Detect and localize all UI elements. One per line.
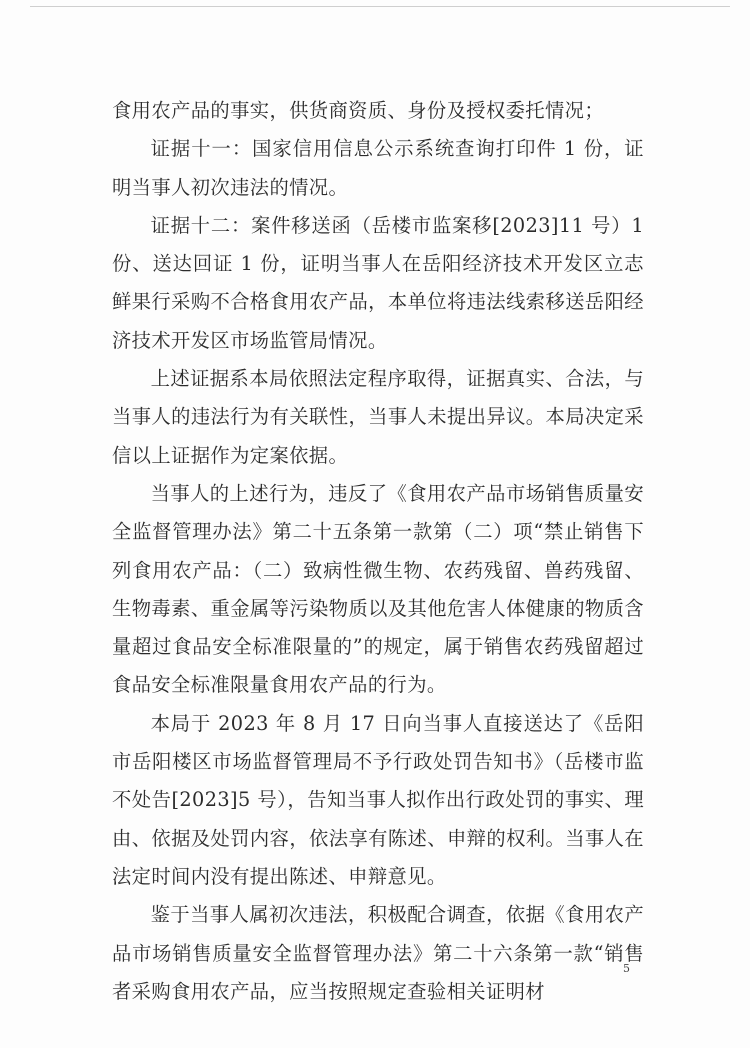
paragraph-1: 食用农产品的事实，供货商资质、身份及授权委托情况； [112, 99, 605, 122]
paragraph-4: 上述证据系本局依照法定程序取得，证据真实、合法，与当事人的违法行为有关联性，当事人未提出异议。本局决定采信以上证据作为定案依据。 [112, 367, 644, 467]
document-body [112, 92, 644, 1011]
page-number: 5 [623, 962, 630, 975]
paragraph-5: 当事人的上述行为，违反了《食用农产品市场销售质量安全监督管理办法》第二十五条第一款第（二）项“禁止销售下列食用农产品：（二）致病性微生物、农药残留、兽药残留、生物毒素、重金属等污染物质以及其他危害人体健康的物质含量超过食品安全标准限量的”的规定，属于销售农药残留超过食品安全标准限量食用农产品的行为。 [112, 481, 644, 697]
paragraph-3: 证据十二：案件移送函（岳楼市监案移[2023]11 号）1 份、送达回证 1 份，证明当事人在岳阳经济技术开发区立志鲜果行采购不合格食用农产品，本单位将违法线索移送岳阳经济技术开发区市场监管局情况。 [112, 213, 644, 352]
paragraph-6: 本局于 2023 年 8 月 17 日向当事人直接送达了《岳阳市岳阳楼区市场监督管理局不予行政处罚告知书》（岳楼市监不处告[2023]5 号），告知当事人拟作出行政处罚的事实、理由、依据及处罚内容，依法享有陈述、申辩的权利。当事人在法定时间内没有提出陈述、申辩意见。 [112, 711, 644, 888]
page-top-edge [30, 6, 730, 7]
paragraph-7: 鉴于当事人属初次违法，积极配合调查，依据《食用农产品市场销售质量安全监督管理办法》第二十六条第一款“销售者采购食用农产品，应当按照规定查验相关证明材 [112, 903, 644, 1003]
paragraph-2: 证据十一：国家信用信息公示系统查询打印件 1 份，证明当事人初次违法的情况。 [112, 137, 644, 199]
